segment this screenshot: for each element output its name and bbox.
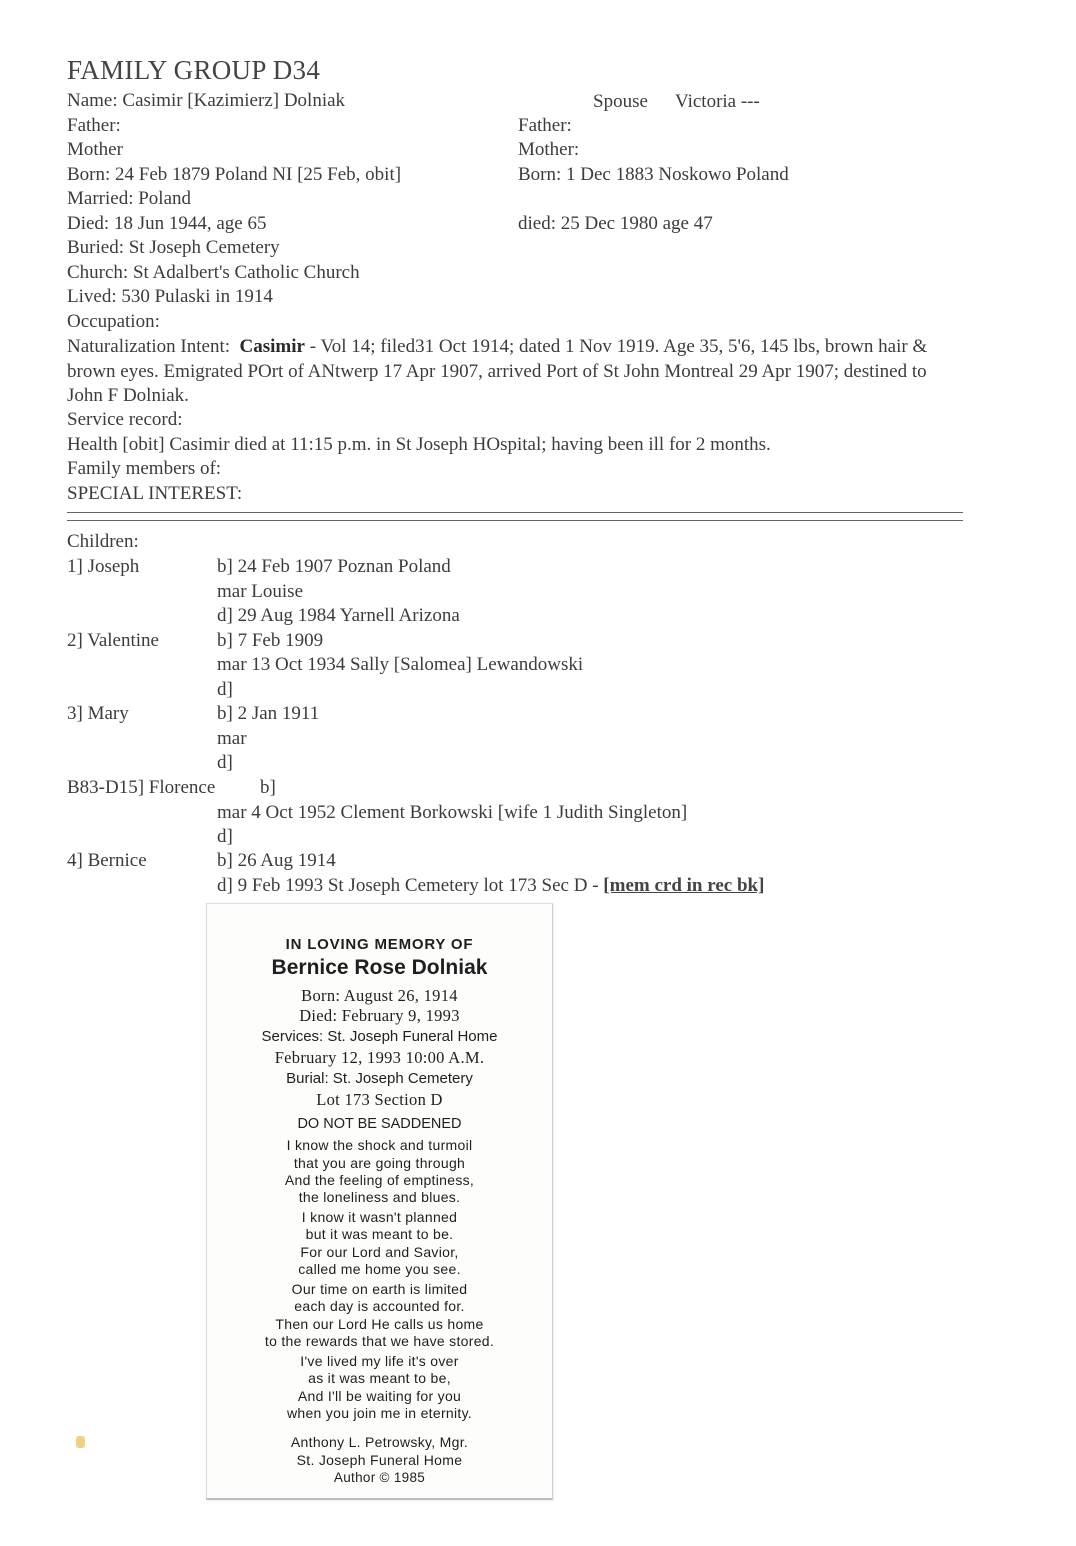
child-died: d] [217,679,233,700]
child-married: mar [217,728,247,749]
child-married: mar Louise [217,581,304,602]
child-born: b] 2 Jan 1911 [217,703,320,724]
poem-line: I know it wasn't planned [301,1209,458,1225]
husband-married: Married: Poland [67,188,192,209]
naturalization-name: Casimir [239,336,305,357]
child-born: b] 7 Feb 1909 [217,630,324,651]
husband-born: Born: 24 Feb 1879 Poland NI [25 Feb, obit] [67,164,402,185]
naturalization-text: - Vol 14; filed31 Oct 1914; dated 1 Nov 1919. Age 35, 5'6, 145 lbs, brown hair & brown eyes. Emigrated POrt of ANtwerp 17 Apr 1907, arrived Port of St John Montreal 29 Apr 1907; destined to John F Dolniak. [67,336,928,406]
card-died: Died: February 9, 1993 [299,1006,460,1025]
poem-line: that you are going through [293,1155,466,1171]
husband-lived: Lived: 530 Pulaski in 1914 [67,286,273,307]
poem-line: Then our Lord He calls us home [275,1316,484,1332]
husband-church: Church: St Adalbert's Catholic Church [67,262,360,283]
memorial-card-link[interactable]: [mem crd in rec bk] [603,875,765,896]
child-name: 2] Valentine [67,630,159,651]
card-lot: Lot 173 Section D [316,1090,443,1109]
card-burial: Burial: St. Joseph Cemetery [286,1070,473,1087]
child-married: mar 4 Oct 1952 Clement Borkowski [wife 1 Judith Singleton] [217,802,688,823]
child-born: b] 26 Aug 1914 [217,850,336,871]
child-name: 3] Mary [67,703,129,724]
husband-mother: Mother [67,139,123,160]
poem-line: And the feeling of emptiness, [284,1172,475,1188]
child-name: 1] Joseph [67,556,140,577]
poem-line: as it was meant to be, [308,1370,451,1386]
card-poem-title: DO NOT BE SADDENED [297,1116,462,1132]
health-note: Health [obit] Casimir died at 11:15 p.m. in St Joseph HOspital; having been ill for 2 months. [67,434,771,455]
double-rule-divider [67,512,963,521]
poem-line: to the rewards that we have stored. [264,1333,495,1349]
spouse-died: died: 25 Dec 1980 age 47 [518,213,713,234]
spouse-label: Spouse [593,91,648,112]
service-record: Service record: [67,409,183,430]
child-death-text: d] 9 Feb 1993 St Joseph Cemetery lot 173 Sec D - [217,875,604,896]
card-footer-line: Anthony L. Petrowsky, Mgr. [290,1434,469,1450]
poem-line: the loneliness and blues. [298,1189,461,1205]
poem-line: Our time on earth is limited [291,1281,468,1297]
poem-line: And I'll be waiting for you [297,1388,462,1404]
spouse-born: Born: 1 Dec 1883 Noskowo Poland [518,164,789,185]
husband-buried: Buried: St Joseph Cemetery [67,237,280,258]
card-footer-line: St. Joseph Funeral Home [296,1452,463,1468]
spouse-mother: Mother: [518,139,580,160]
poem-line: called me home you see. [298,1261,461,1277]
memorial-card [206,903,553,1500]
card-services: Services: St. Joseph Funeral Home [261,1028,498,1045]
card-name: Bernice Rose Dolniak [271,956,488,979]
card-footer-line: Author © 1985 [333,1470,426,1485]
child-died [217,874,764,898]
card-born: Born: August 26, 1914 [301,986,458,1005]
poem-line: For our Lord and Savior, [300,1244,459,1260]
page-title: FAMILY GROUP D34 [67,55,321,85]
child-name: B83-D15] Florence [67,777,216,798]
children-label: Children: [67,531,139,552]
spouse-name: Victoria --- [675,91,760,112]
naturalization-label: Naturalization Intent: [67,336,231,357]
husband-occupation: Occupation: [67,311,160,332]
child-born: b] [260,777,276,798]
husband-father: Father: [67,115,121,136]
family-members: Family members of: [67,458,222,479]
child-married: mar 13 Oct 1934 Sally [Salomea] Lewandowski [217,654,584,675]
special-interest: SPECIAL INTEREST: [67,483,243,504]
spouse-father: Father: [518,115,572,136]
poem-line: each day is accounted for. [294,1298,465,1314]
child-name: 4] Bernice [67,850,147,871]
child-died: d] 29 Aug 1984 Yarnell Arizona [217,605,460,626]
husband-died: Died: 18 Jun 1944, age 65 [67,213,267,234]
poem-line: I've lived my life it's over [300,1353,459,1369]
poem-line: I know the shock and turmoil [286,1137,473,1153]
child-born: b] 24 Feb 1907 Poznan Poland [217,556,451,577]
naturalization-paragraph [67,335,957,409]
card-service-date: February 12, 1993 10:00 A.M. [274,1048,485,1067]
child-died: d] [217,752,233,773]
husband-name: Name: Casimir [Kazimierz] Dolniak [67,90,346,111]
poem-line: but it was meant to be. [305,1226,454,1242]
poem-line: when you join me in eternity. [286,1405,473,1421]
paper-stain [76,1436,85,1448]
card-heading: IN LOVING MEMORY OF [285,936,474,953]
child-died: d] [217,826,233,847]
